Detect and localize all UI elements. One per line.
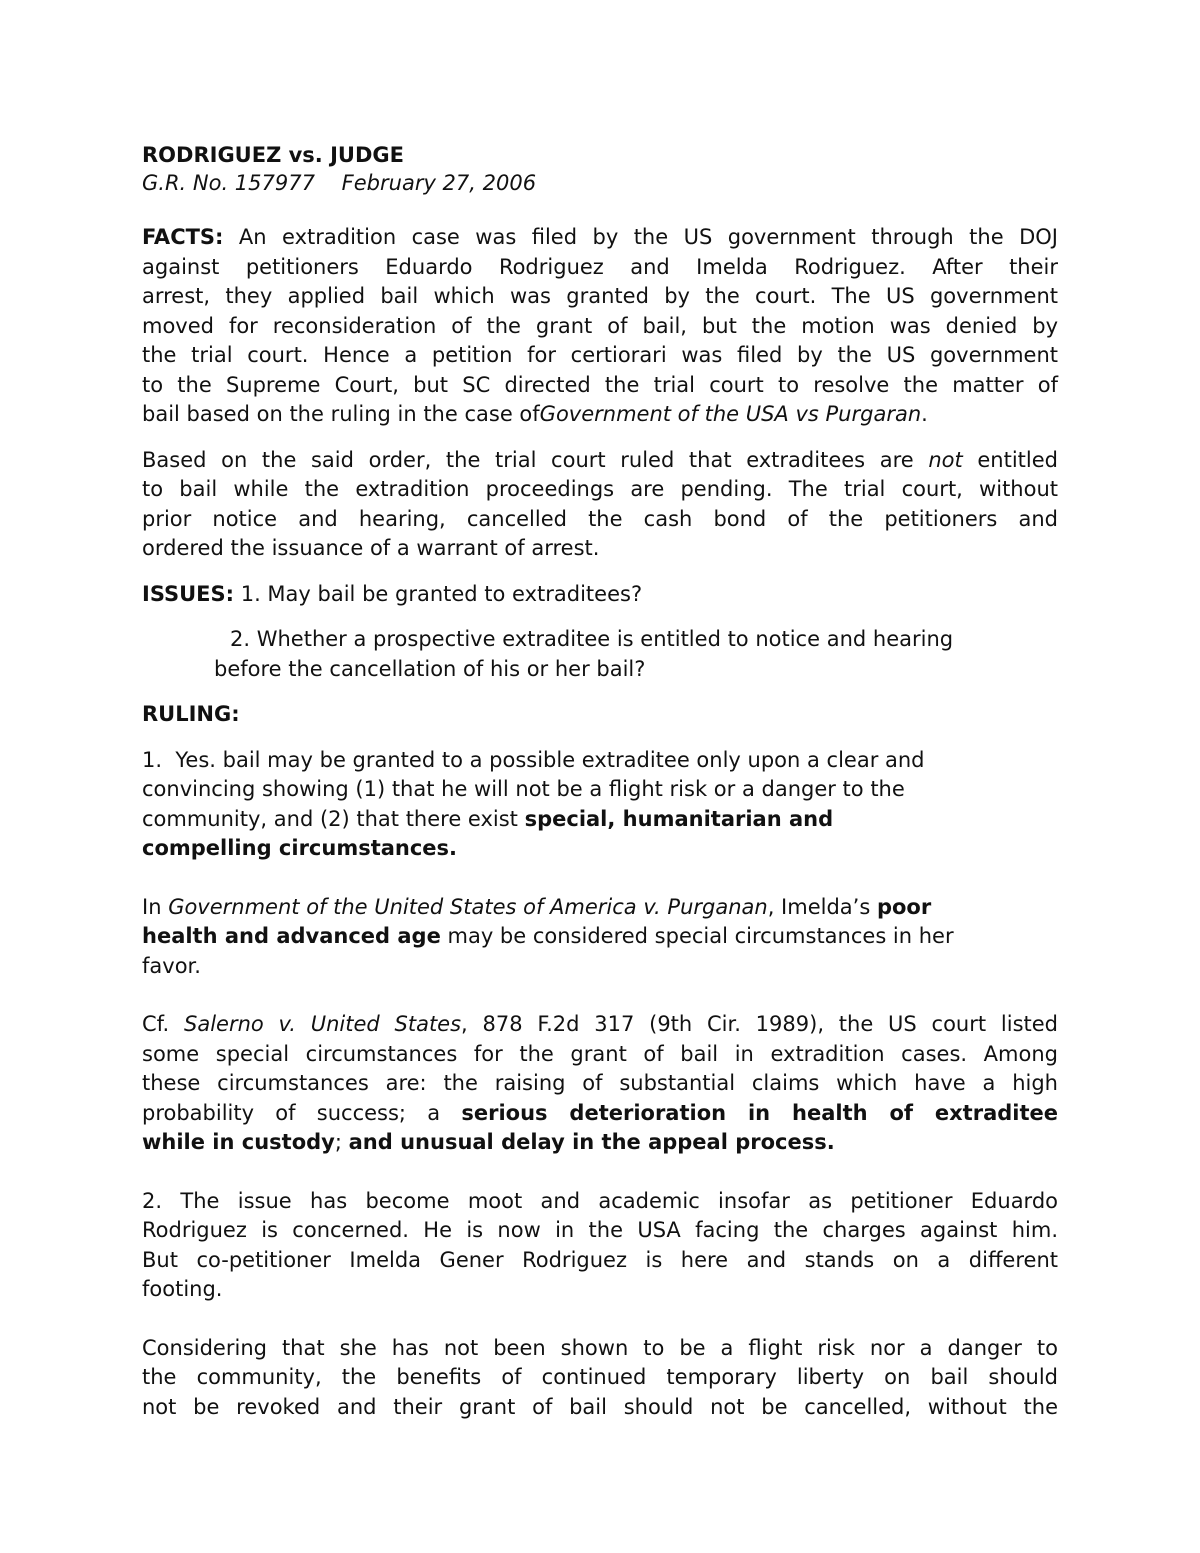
document-page	[142, 141, 1058, 1422]
text-run: .	[921, 402, 928, 426]
text-run: 2. The issue has become moot and academic insofar as petitioner Eduardo	[142, 1188, 1058, 1213]
text-run: In	[142, 894, 169, 919]
text-run: Considering that she has not been shown to be a flight risk nor a danger to	[142, 1335, 1058, 1360]
text-run: moved for reconsideration of the grant of bail, but the motion was denied by	[142, 313, 1058, 338]
text-run: , Imelda’s	[767, 894, 877, 919]
text-line	[142, 746, 1058, 776]
text-line	[142, 700, 1058, 730]
purganan-paragraph	[142, 893, 1058, 982]
text-run: favor.	[142, 953, 201, 978]
text-line	[142, 952, 1058, 982]
facts-paragraph	[142, 223, 1058, 430]
italic-text: Government of the USA vs Purgaran	[539, 402, 922, 426]
issue-2-paragraph	[142, 625, 1058, 684]
text-line	[142, 371, 1058, 401]
text-line	[142, 893, 1058, 923]
text-line	[142, 580, 1058, 610]
text-line	[142, 534, 1058, 564]
text-line	[142, 625, 1058, 655]
text-line	[142, 1040, 1058, 1070]
text-line	[142, 1010, 1058, 1040]
text-line	[142, 312, 1058, 342]
text-run: entitled	[962, 447, 1059, 472]
text-run: prior notice and hearing, cancelled the cash bond of the petitioners and	[142, 506, 1058, 531]
issues-paragraph	[142, 580, 1058, 610]
bold-text: RULING:	[142, 702, 240, 726]
document-body	[142, 223, 1058, 1422]
text-line	[142, 1216, 1058, 1246]
bold-text: special, humanitarian and	[524, 806, 834, 831]
text-run: before the cancellation of his or her bail?	[214, 656, 646, 681]
text-run: arrest, they applied bail which was granted by the court. The US government	[142, 284, 1058, 308]
text-line	[142, 341, 1058, 371]
text-line	[142, 446, 1058, 476]
ruling-heading	[142, 700, 1058, 730]
text-line	[142, 253, 1058, 283]
text-line	[142, 475, 1058, 505]
bold-text: health and advanced age	[142, 924, 441, 948]
text-run: 2. Whether a prospective extraditee is entitled to notice and hearing	[230, 627, 954, 651]
bold-text: compelling circumstances.	[142, 836, 458, 860]
text-line	[142, 282, 1058, 312]
text-line	[142, 834, 1058, 864]
text-run: bail based on the ruling in the case of	[142, 402, 540, 426]
text-line	[142, 1187, 1058, 1217]
bold-text: ISSUES:	[142, 581, 235, 606]
text-run: probability of success; a	[142, 1100, 462, 1125]
text-run: the trial court. Hence a petition for certiorari was filed by the US government	[142, 343, 1058, 367]
text-run: 1. Yes. bail may be granted to a possible extraditee only upon a clear and	[142, 747, 925, 772]
text-line	[142, 400, 1058, 430]
ruling-1-paragraph	[142, 746, 1058, 864]
text-run: may be considered special circumstances in her	[440, 924, 954, 948]
text-line	[142, 655, 1058, 685]
text-run: these circumstances are: the raising of substantial claims which have a high	[142, 1071, 1058, 1095]
case-title: RODRIGUEZ vs. JUDGE	[142, 143, 404, 167]
text-line	[142, 1246, 1058, 1276]
text-run: against petitioners Eduardo Rodriguez and Imelda Rodriguez. After their	[142, 254, 1058, 279]
text-run: the community, the benefits of continued temporary liberty on bail should	[142, 1365, 1058, 1389]
text-run: to bail while the extradition proceedings are pending. The trial court, without	[142, 477, 1058, 501]
italic-text: not	[928, 447, 963, 472]
text-run: to the Supreme Court, but SC directed the trial court to resolve the matter of	[142, 372, 1058, 397]
text-line	[142, 1393, 1058, 1423]
text-run: , 878 F.2d 317 (9th Cir. 1989), the US court listed	[461, 1012, 1058, 1036]
considering-paragraph	[142, 1334, 1058, 1423]
text-line	[142, 1069, 1058, 1099]
text-line	[142, 1128, 1058, 1158]
facts-paragraph-2	[142, 446, 1058, 564]
text-run: community, and (2) that there exist	[142, 806, 525, 831]
gr-number: G.R. No. 157977	[142, 171, 315, 195]
text-line	[142, 922, 1058, 952]
text-run: But co-petitioner Imelda Gener Rodriguez is here and stands on a different	[142, 1247, 1058, 1272]
text-run: Rodriguez is concerned. He is now in the USA facing the charges against him.	[142, 1218, 1058, 1242]
text-run: not be revoked and their grant of bail should not be cancelled, without the	[142, 1394, 1058, 1419]
text-line	[142, 1099, 1058, 1129]
bold-text: FACTS:	[142, 225, 224, 249]
italic-text: Government of the United States of America v. Purganan	[168, 894, 768, 919]
text-line	[142, 505, 1058, 535]
text-run: convincing showing (1) that he will not be a flight risk or a danger to the	[142, 777, 905, 801]
text-run: footing.	[142, 1277, 223, 1301]
text-run: 1. May bail be granted to extraditees?	[234, 581, 643, 606]
text-line	[142, 1363, 1058, 1393]
ruling-2-paragraph	[142, 1187, 1058, 1305]
text-run: some special circumstances for the grant of bail in extradition cases. Among	[142, 1041, 1058, 1066]
text-run: Based on the said order, the trial court ruled that extraditees are	[142, 447, 929, 472]
text-line	[142, 1275, 1058, 1305]
text-line	[142, 223, 1058, 253]
bold-text: and unusual delay in the appeal process.	[348, 1130, 835, 1154]
italic-text: Salerno v. United States	[184, 1012, 462, 1036]
decision-date: February 27, 2006	[341, 171, 537, 195]
bold-text: serious deterioration in health of extraditee	[461, 1100, 1058, 1125]
bold-text: while in custody	[142, 1130, 335, 1154]
case-reference	[142, 169, 1058, 197]
text-run: ordered the issuance of a warrant of arrest.	[142, 536, 600, 560]
text-run: ;	[334, 1130, 349, 1154]
salerno-paragraph	[142, 1010, 1058, 1158]
text-run: Cf.	[142, 1012, 184, 1036]
bold-text: poor	[876, 894, 932, 919]
text-line	[142, 805, 1058, 835]
text-line	[142, 1334, 1058, 1364]
text-run: An extradition case was filed by the US government through the DOJ	[223, 225, 1058, 249]
text-line	[142, 775, 1058, 805]
